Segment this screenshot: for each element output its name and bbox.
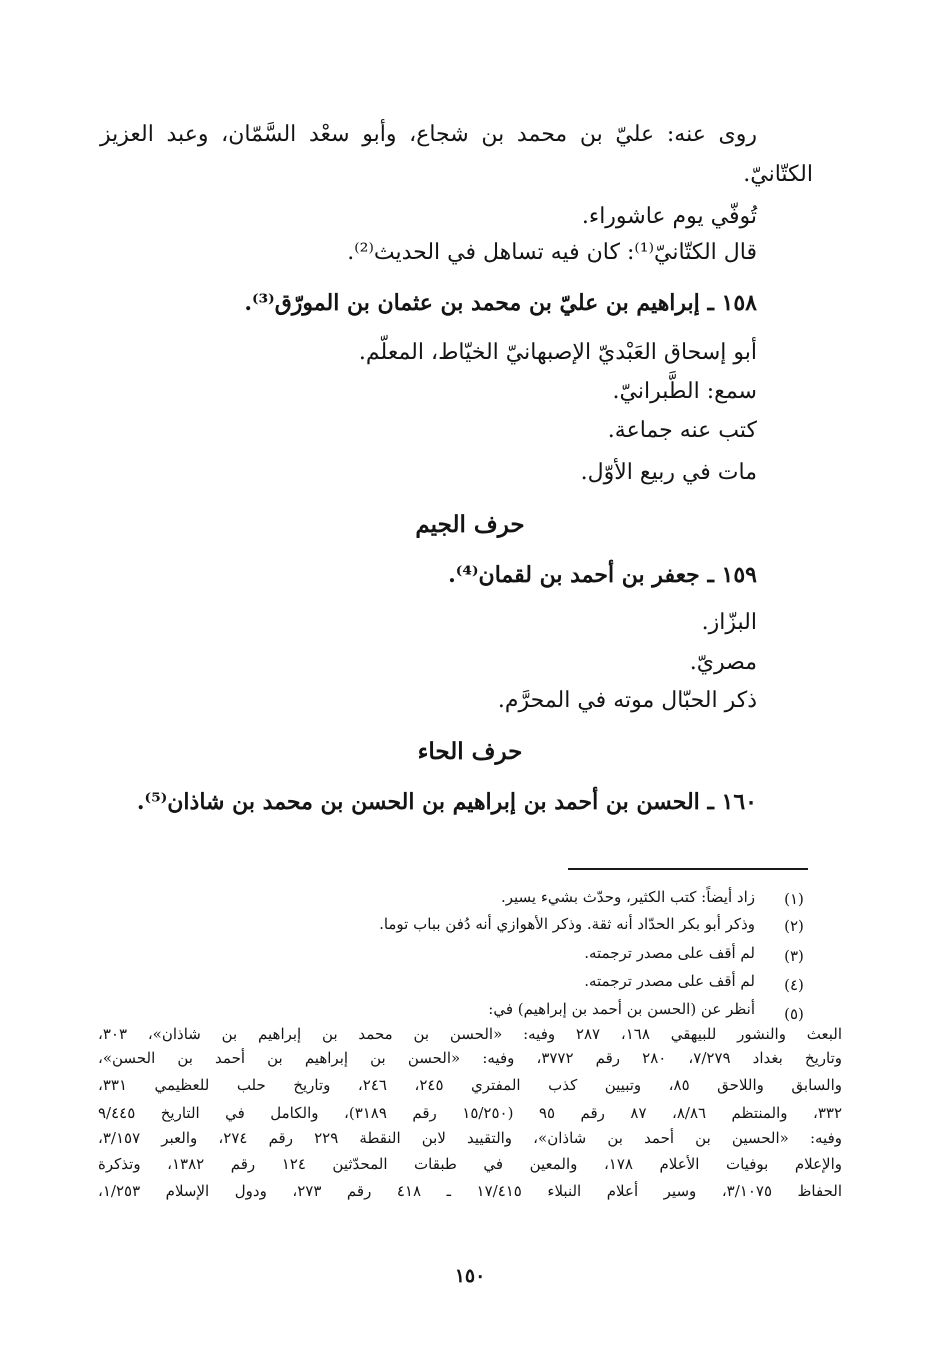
entry-158-title: ١٥٨ ـ إبراهيم بن عليّ بن محمد بن عثمان بن المورّق⁽³⁾. [244,290,757,316]
footnote-separator [568,868,808,870]
text-line-habbal: ذكر الحبّال موته في المحرَّم. [497,688,757,713]
footnote-number: (٤) [784,976,804,994]
text-line-kattani: الكتّانيّ. [743,162,813,187]
footnote-citation-line: وتاريخ بغداد ٧/٢٧٩، ٢٨٠ رقم ٣٧٧٢، وفيه: «الحسن بن إبراهيم بن أحمد بن الحسن»، [98,1049,842,1067]
text-line-bazzaz: البزّاز. [701,610,757,635]
text-line-narrators: روى عنه: عليّ بن محمد بن شجاع، وأبو سعْد السَّمّان، وعبد العزيز [100,122,757,147]
footnote-citation-line: والإعلام بوفيات الأعلام ١٧٨، والمعين في طبقات المحدّثين ١٢٤ رقم ١٣٨٢، وتذكرة [98,1155,842,1173]
footnote-number: (٣) [784,947,804,965]
text-line-quote: قال الكتّانيّ⁽¹⁾: كان فيه تساهل في الحديث⁽²⁾. [347,240,757,265]
text-line-wrote: كتب عنه جماعة. [607,418,757,443]
footnote-text: لم أقف على مصدر ترجمته. [584,972,755,990]
footnote-text: زاد أيضاً: كتب الكثير، وحدّث بشيء يسير. [500,888,755,906]
section-heading-ha: حرف الحاء [417,738,523,765]
page-number: ١٥٠ [454,1265,486,1287]
text-line-death: تُوفّي يوم عاشوراء. [581,204,757,229]
text-line-kunya: أبو إسحاق العَبْديّ الإصبهانيّ الخيّاط، المعلّم. [358,340,757,365]
text-line-died: مات في ربيع الأوّل. [580,460,757,485]
footnote-text: وذكر أبو بكر الحدّاد أنه ثقة. وذكر الأهوازي أنه دُفن بباب توما. [379,915,755,933]
footnote-text: لم أقف على مصدر ترجمته. [584,944,755,962]
entry-160-title: ١٦٠ ـ الحسن بن أحمد بن إبراهيم بن الحسن بن محمد بن شاذان⁽⁵⁾. [136,789,757,815]
text-line-egyptian: مصريّ. [689,650,757,675]
footnote-citation-line: الحفاظ ٣/١٠٧٥، وسير أعلام النبلاء ١٧/٤١٥ ـ ٤١٨ رقم ٢٧٣، ودول الإسلام ١/٢٥٣، [98,1182,843,1200]
text-line-heard: سمع: الطَّبرانيّ. [612,379,757,404]
section-heading-jim: حرف الجيم [415,511,525,538]
footnote-citation-line: وفيه: «الحسين بن أحمد بن شاذان»، والتقييد لابن النقطة ٢٢٩ رقم ٢٧٤، والعبر ٣/١٥٧، [98,1129,843,1147]
footnote-number: (١) [784,890,804,908]
footnote-text: أنظر عن (الحسن بن أحمد بن إبراهيم) في: [488,1000,755,1018]
footnote-number: (٢) [784,917,804,935]
entry-159-title: ١٥٩ ـ جعفر بن أحمد بن لقمان⁽⁴⁾. [448,562,757,588]
footnote-citation-line: البعث والنشور للبيهقي ١٦٨، ٢٨٧ وفيه: «الحسن بن محمد بن إبراهيم بن شاذان»، ٣٠٣، [98,1025,842,1043]
footnote-number: (٥) [784,1005,804,1023]
footnote-citation-line: والسابق واللاحق ٨٥، وتبيين كذب المفتري ٢٤٥، ٢٤٦، وتاريخ حلب للعظيمي ٣٣١، [98,1076,843,1094]
footnote-citation-line: ٣٣٢، والمنتظم ٨/٨٦، ٨٧ رقم ٩٥ (١٥/٢٥٠ رقم ٣١٨٩)، والكامل في التاريخ ٩/٤٤٥ [98,1104,843,1122]
